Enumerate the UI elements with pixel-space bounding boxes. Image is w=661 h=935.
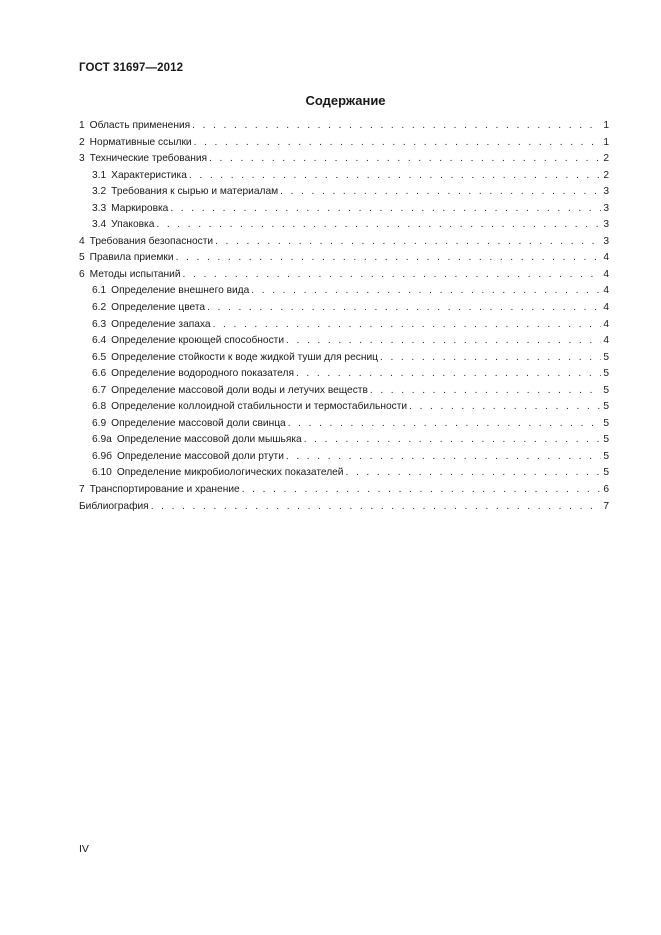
- toc-entry[interactable]: [79, 168, 609, 185]
- toc-entry-number: 6.5: [92, 351, 107, 363]
- toc-entry[interactable]: [79, 383, 609, 400]
- toc-entry-title: Методы испытаний: [89, 268, 181, 280]
- toc-entry[interactable]: [79, 184, 609, 201]
- dot-leader: [213, 317, 602, 334]
- toc-entry[interactable]: [79, 333, 609, 350]
- toc-entry[interactable]: [79, 499, 609, 516]
- toc-entry[interactable]: [79, 201, 609, 218]
- dot-leader: [280, 184, 601, 201]
- toc-entry-title: Упаковка: [111, 219, 155, 231]
- toc-entry-title: Требования к сырью и материалам: [111, 186, 279, 198]
- toc-entry-number: 6.8: [92, 401, 107, 413]
- toc-entry-page: 5: [603, 368, 609, 380]
- toc-entry[interactable]: [79, 350, 609, 367]
- toc-entry-number: 7: [79, 484, 85, 496]
- toc-entry-number: 6.3: [92, 318, 107, 330]
- toc-entry-page: 2: [603, 169, 609, 181]
- toc-entry[interactable]: [79, 465, 609, 482]
- toc-entry[interactable]: [79, 118, 609, 135]
- toc-entry[interactable]: [79, 267, 609, 284]
- toc-entry-number: 6.7: [92, 384, 107, 396]
- dot-leader: [189, 168, 601, 185]
- dot-leader: [207, 300, 601, 317]
- toc-entry[interactable]: [79, 449, 609, 466]
- toc-entry-number: 2: [79, 136, 85, 148]
- toc-entry-title: Определение микробиологических показателей: [116, 467, 344, 479]
- toc-entry-number: 6.6: [92, 368, 107, 380]
- dot-leader: [192, 118, 601, 135]
- toc-entry[interactable]: [79, 135, 609, 152]
- toc-entry-title: Транспортирование и хранение: [89, 484, 240, 496]
- toc-entry-page: 6: [603, 484, 609, 496]
- toc-entry-page: 5: [603, 417, 609, 429]
- toc-entry-title: Определение кроющей способности: [111, 335, 285, 347]
- toc-entry-page: 4: [603, 335, 609, 347]
- toc-entry-title: Определение цвета: [111, 302, 206, 314]
- toc-entry-number: 6: [79, 268, 85, 280]
- toc-entry[interactable]: [79, 416, 609, 433]
- toc-entry-number: 1: [79, 120, 85, 131]
- toc-entry-page: 3: [603, 235, 609, 247]
- toc-entry[interactable]: [79, 250, 609, 267]
- toc-entry-title: Определение водородного показателя: [111, 368, 294, 380]
- toc-entry-page: 5: [603, 450, 609, 462]
- toc-entry-page: 3: [603, 202, 609, 214]
- toc-entry-title: Характеристика: [111, 169, 187, 181]
- toc-entry-number: 6.9б: [92, 450, 112, 462]
- toc-entry-number: 6.1: [92, 285, 107, 297]
- toc-entry-title: Определение коллоидной стабильности и термостабильности: [111, 401, 408, 413]
- dot-leader: [296, 366, 601, 383]
- toc-entry-number: 4: [79, 235, 85, 247]
- dot-leader: [288, 416, 602, 433]
- toc-entry-page: 4: [603, 252, 609, 264]
- toc-entry[interactable]: [79, 399, 609, 416]
- toc-entry-title: Требования безопасности: [89, 235, 214, 247]
- dot-leader: [286, 333, 601, 350]
- toc-title: Содержание: [305, 93, 386, 108]
- page-number: IV: [79, 843, 89, 855]
- toc-entry-title: Определение запаха: [111, 318, 211, 330]
- toc-entry-number: 3.2: [92, 186, 107, 198]
- toc-entry-number: 6.9: [92, 417, 107, 429]
- dot-leader: [370, 383, 601, 400]
- toc-entry-page: 1: [603, 120, 609, 131]
- dot-leader: [380, 350, 601, 367]
- toc-entry-page: 1: [603, 136, 609, 148]
- toc-entry-number: 3.3: [92, 202, 107, 214]
- toc-entry-page: 5: [603, 351, 609, 363]
- toc-entry-title: Определение стойкости к воде жидкой туши для ресниц: [111, 351, 378, 363]
- dot-leader: [156, 217, 601, 234]
- toc-entry[interactable]: [79, 317, 609, 334]
- toc-entry-page: 4: [603, 318, 609, 330]
- toc-entry[interactable]: [79, 300, 609, 317]
- toc-entry-title: Определение внешнего вида: [111, 285, 250, 297]
- dot-leader: [304, 432, 602, 449]
- toc-entry-number: 3.1: [92, 169, 107, 181]
- toc-entry[interactable]: [79, 234, 609, 251]
- toc-entry[interactable]: [79, 432, 609, 449]
- toc-entry[interactable]: [79, 283, 609, 300]
- dot-leader: [183, 267, 602, 284]
- toc-entry-title: Область применения: [89, 120, 191, 131]
- toc-entry-number: 6.9а: [92, 434, 112, 446]
- toc-entry-page: 3: [603, 186, 609, 198]
- dot-leader: [176, 250, 602, 267]
- dot-leader: [215, 234, 601, 251]
- toc-entry-title: Определение массовой доли мышьяка: [116, 434, 302, 446]
- toc-entry-number: 6.4: [92, 335, 107, 347]
- toc-entry[interactable]: [79, 482, 609, 499]
- dot-leader: [346, 465, 602, 482]
- toc-entry-number: 5: [79, 252, 85, 264]
- dot-leader: [194, 135, 602, 152]
- toc-entry-title: Библиография: [79, 500, 149, 512]
- table-of-contents: [79, 118, 609, 515]
- toc-entry-title: Определение массовой доли свинца: [111, 417, 286, 429]
- toc-entry-page: 2: [603, 153, 609, 165]
- toc-entry-number: 3: [79, 153, 85, 165]
- dot-leader: [170, 201, 601, 218]
- toc-entry-page: 4: [603, 285, 609, 297]
- toc-entry-title: Маркировка: [111, 202, 169, 214]
- toc-entry[interactable]: [79, 151, 609, 168]
- toc-entry-page: 5: [603, 434, 609, 446]
- dot-leader: [151, 499, 602, 516]
- toc-entry-number: 6.10: [92, 467, 112, 479]
- toc-entry[interactable]: [79, 366, 609, 383]
- toc-entry-title: Технические требования: [89, 153, 208, 165]
- toc-entry-page: 5: [603, 384, 609, 396]
- toc-entry-page: 3: [603, 219, 609, 231]
- toc-entry-page: 7: [603, 500, 609, 512]
- dot-leader: [251, 283, 601, 300]
- dot-leader: [209, 151, 601, 168]
- toc-entry-page: 4: [603, 302, 609, 314]
- toc-entry-page: 4: [603, 268, 609, 280]
- toc-entry-page: 5: [603, 467, 609, 479]
- dot-leader: [409, 399, 601, 416]
- dot-leader: [242, 482, 602, 499]
- toc-entry-title: Правила приемки: [89, 252, 174, 264]
- toc-entry-title: Нормативные ссылки: [89, 136, 192, 148]
- toc-entry-page: 5: [603, 401, 609, 413]
- toc-entry-title: Определение массовой доли ртути: [117, 450, 284, 462]
- toc-entry-number: 6.2: [92, 302, 107, 314]
- toc-entry-number: 3.4: [92, 219, 107, 231]
- toc-entry[interactable]: [79, 217, 609, 234]
- dot-leader: [286, 449, 601, 466]
- document-header: ГОСТ 31697—2012: [79, 62, 184, 74]
- toc-entry-title: Определение массовой доли воды и летучих веществ: [111, 384, 368, 396]
